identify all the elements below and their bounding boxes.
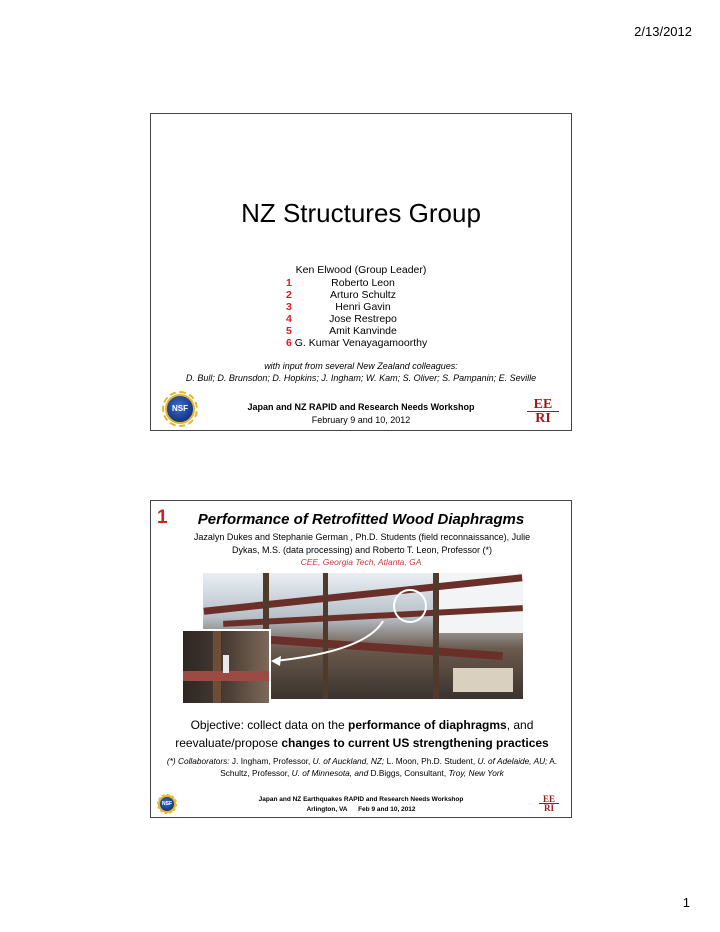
author-name: G. Kumar Venayagamoorthy bbox=[294, 337, 428, 349]
slide-title: NZ Structures Group bbox=[241, 198, 481, 228]
author-list bbox=[151, 264, 571, 349]
author-number: 5 bbox=[286, 325, 292, 337]
highlight-circle bbox=[393, 589, 427, 623]
author-name: Roberto Leon bbox=[331, 277, 395, 289]
header-date: 2/13/2012 bbox=[634, 24, 692, 39]
slide-number-badge: 1 bbox=[157, 507, 168, 528]
detail-inset-photo bbox=[181, 629, 271, 705]
author-name: Arturo Schultz bbox=[330, 289, 396, 301]
title-slide bbox=[150, 113, 572, 431]
author-row bbox=[151, 325, 571, 337]
author-number: 6 bbox=[286, 337, 292, 349]
workshop-dates: February 9 and 10, 2012 bbox=[311, 415, 411, 425]
author-number: 3 bbox=[286, 301, 292, 313]
content-slide bbox=[150, 500, 572, 818]
author-row bbox=[151, 301, 571, 313]
team-line: Dykas, M.S. (data processing) and Roberto T. Leon, Professor (*) bbox=[232, 545, 492, 555]
author-number: 1 bbox=[286, 277, 292, 289]
research-team bbox=[171, 531, 553, 557]
page-number: 1 bbox=[682, 895, 690, 910]
workshop-name: Japan and NZ Earthquakes RAPID and Research Needs Workshop bbox=[258, 796, 464, 803]
author-name: Henri Gavin bbox=[335, 301, 391, 313]
slide-footer bbox=[151, 401, 571, 427]
team-line: Jazalyn Dukes and Stephanie German , Ph.D. Students (field reconnaissance), Julie bbox=[193, 532, 531, 542]
eeri-logo: EE RI bbox=[527, 398, 559, 425]
author-name: Jose Restrepo bbox=[329, 313, 397, 325]
workshop-location-dates: Arlington, VA Feb 9 and 10, 2012 bbox=[306, 806, 416, 813]
author-number: 2 bbox=[286, 289, 292, 301]
colleagues-note bbox=[151, 360, 571, 384]
nsf-logo: NSF bbox=[158, 795, 176, 813]
eeri-logo: EE RI bbox=[539, 795, 559, 812]
author-name: Amit Kanvinde bbox=[329, 325, 397, 337]
colleagues-names: D. Bull; D. Brunsdon; D. Hopkins; J. Ingham; W. Kam; S. Oliver; S. Pampanin; E. Seville bbox=[185, 373, 537, 383]
collaborators-note: (*) Collaborators: J. Ingham, Professor, U. of Auckland, NZ; L. Moon, Ph.D. Student, U. of Adelaide, AU; A. Schultz, Professor, U. of Minnesota, and D.Biggs, Consultant, Troy, New York bbox=[166, 756, 558, 778]
workshop-name: Japan and NZ RAPID and Research Needs Workshop bbox=[247, 402, 475, 412]
nsf-logo: NSF bbox=[165, 394, 195, 424]
author-row bbox=[151, 313, 571, 325]
author-row bbox=[151, 277, 571, 289]
author-row bbox=[151, 337, 571, 349]
author-row bbox=[151, 289, 571, 301]
slide-footer bbox=[151, 795, 571, 815]
group-leader: Ken Elwood (Group Leader) bbox=[295, 264, 427, 276]
affiliation: CEE, Georgia Tech, Atlanta, GA bbox=[300, 557, 422, 567]
objective-text: Objective: collect data on the performance of diaphragms, and reevaluate/propose changes to current US strengthening practices bbox=[175, 718, 549, 750]
author-number: 4 bbox=[286, 313, 292, 325]
slide-title: Performance of Retrofitted Wood Diaphragms bbox=[197, 511, 525, 528]
colleagues-intro: with input from several New Zealand colleagues: bbox=[264, 361, 458, 371]
